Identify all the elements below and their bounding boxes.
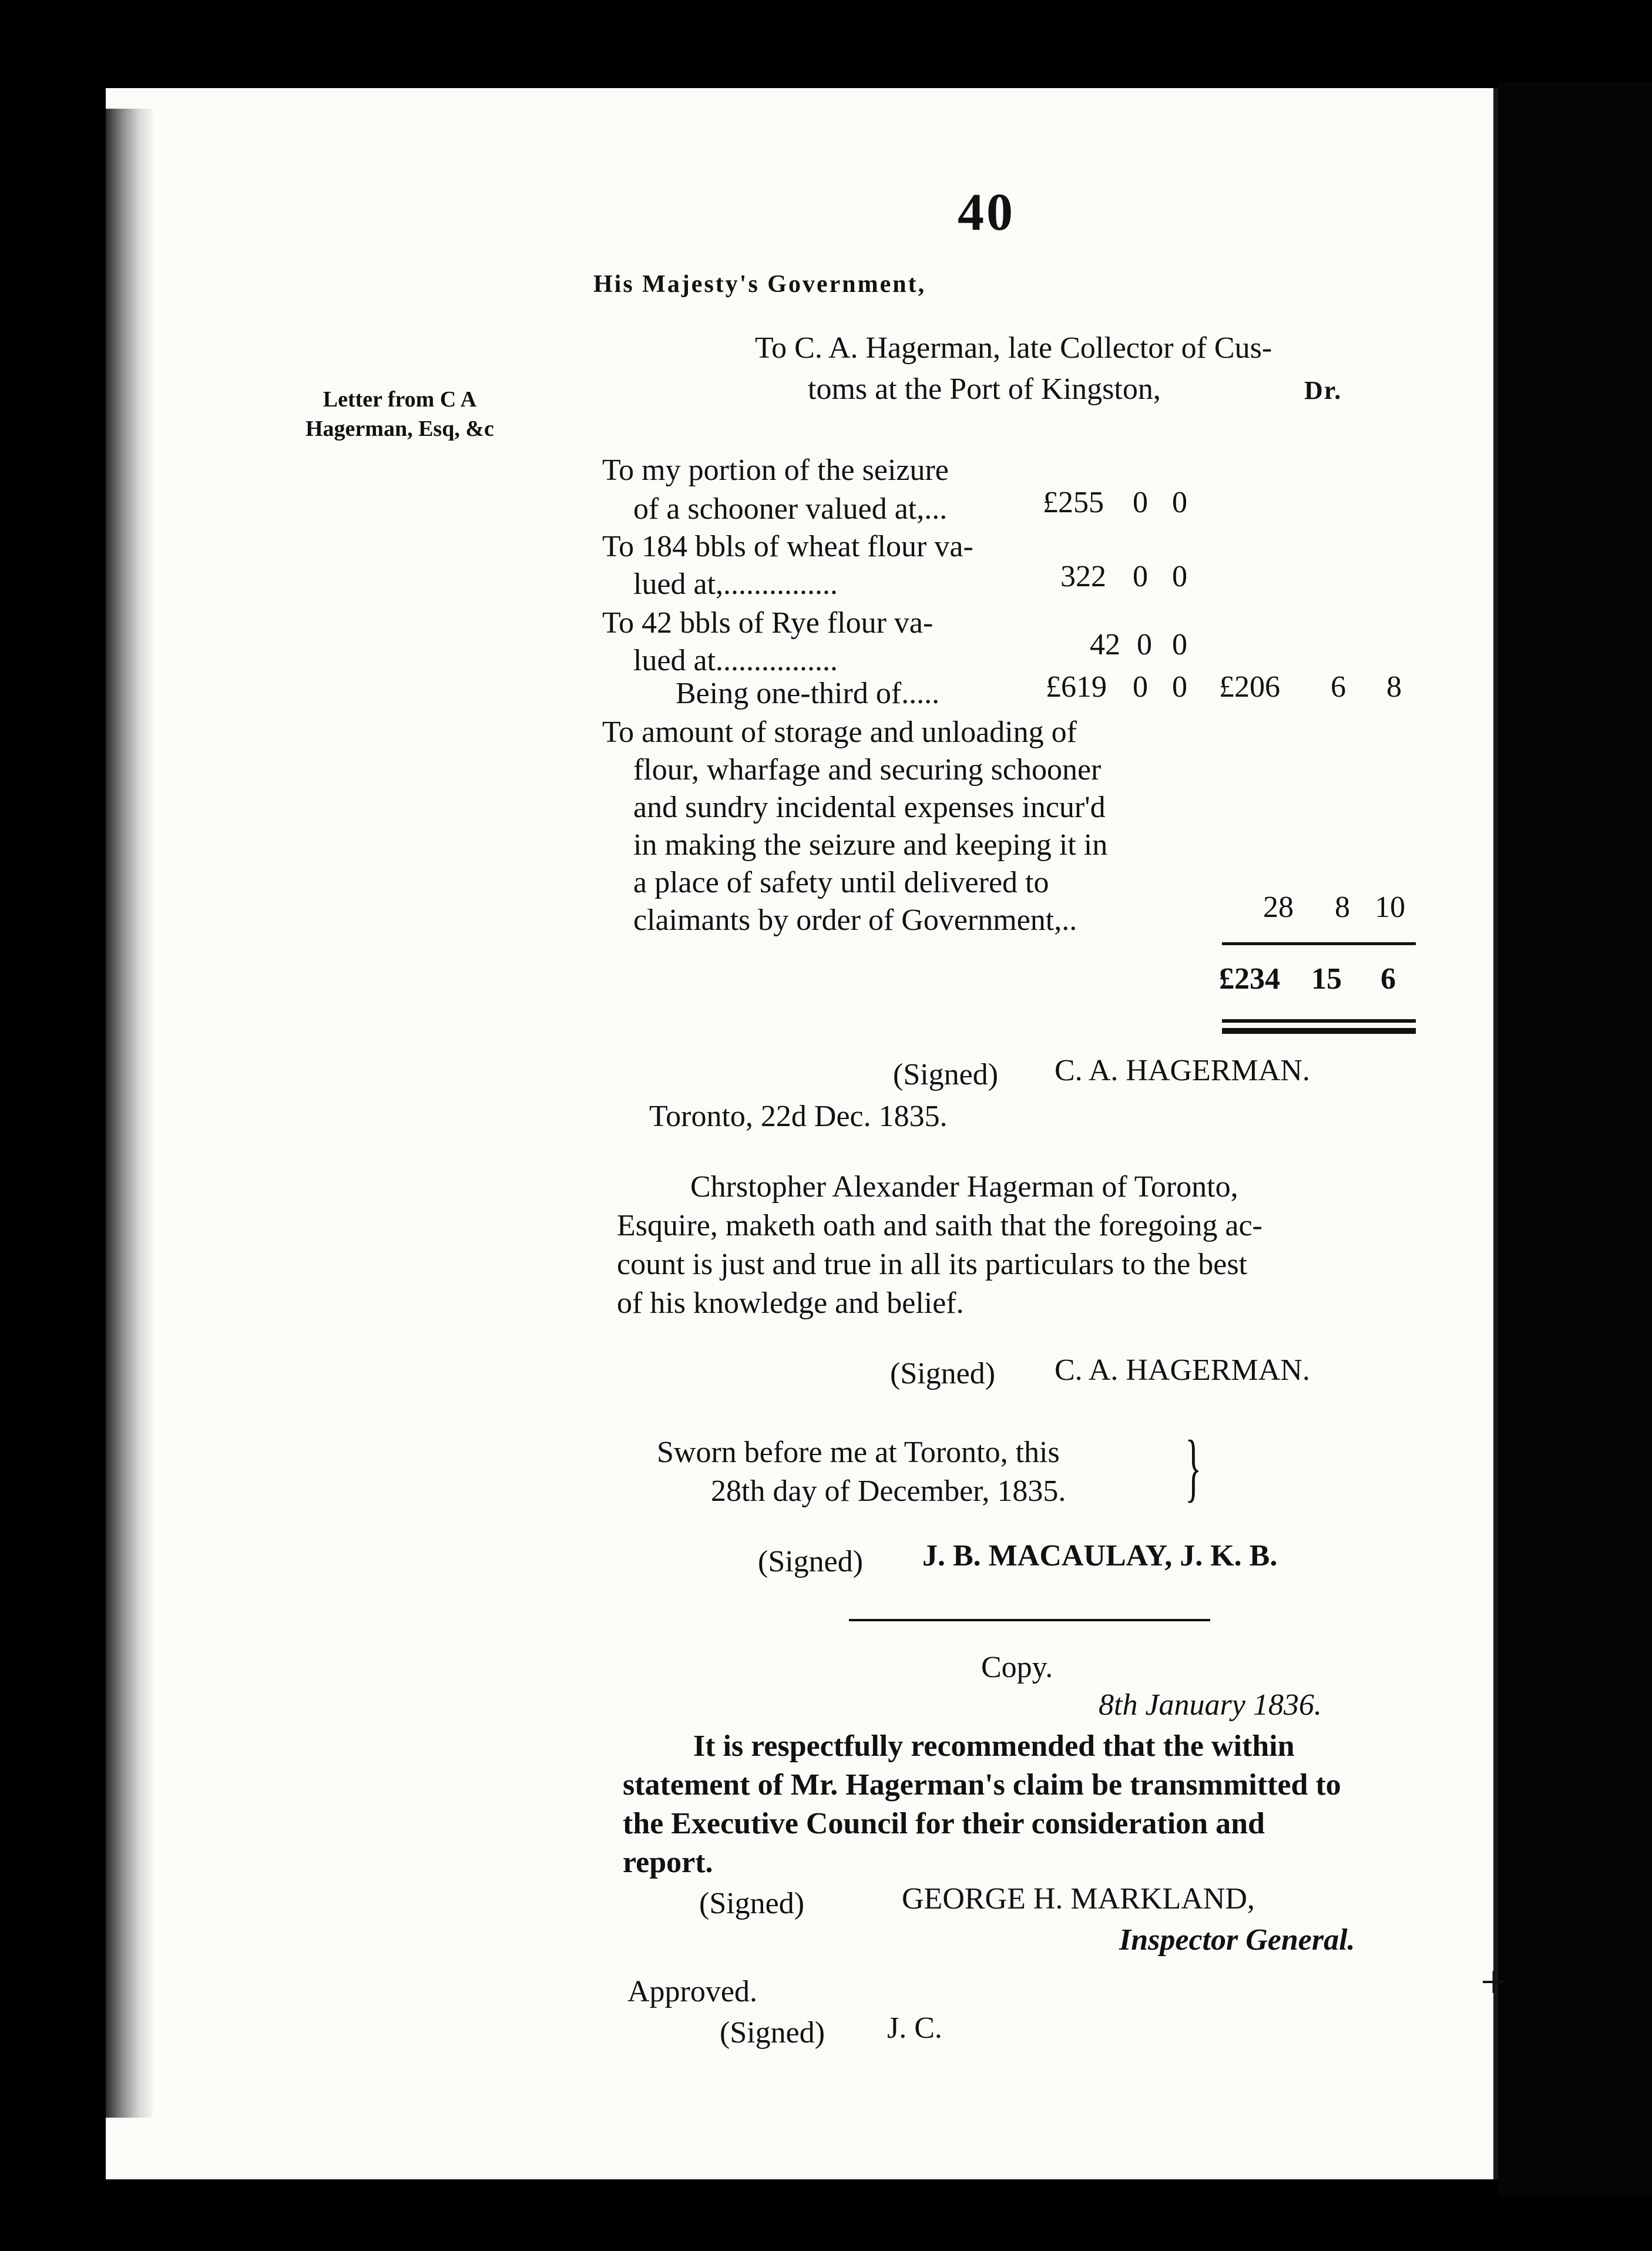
- creditor-line-2: toms at the Port of Kingston,: [808, 372, 1161, 406]
- debit-label: Dr.: [1304, 376, 1342, 405]
- total-rule-2: [1222, 1028, 1416, 1034]
- signature-1: C. A. HAGERMAN.: [1055, 1054, 1310, 1087]
- creditor-line-1: To C. A. Hagerman, late Collector of Cus-: [755, 331, 1272, 365]
- entry-3-line-1: To 42 bbls of Rye flour va-: [602, 606, 934, 640]
- signed-label-4: (Signed): [699, 1887, 805, 1920]
- share-shillings: 6: [1331, 670, 1346, 704]
- margin-note-line-1: Letter from C A: [323, 387, 477, 412]
- recommend-line-4: report.: [623, 1846, 713, 1879]
- total-seizure-pence: 0: [1172, 670, 1187, 704]
- entry-3-line-2: lued at................: [633, 644, 838, 677]
- entry-3-shillings: 0: [1137, 628, 1152, 661]
- total-rule-1: [1222, 1019, 1416, 1023]
- recommend-line-1: It is respectfully recommended that the within: [693, 1729, 1295, 1763]
- recommend-line-2: statement of Mr. Hagerman's claim be transmmitted to: [623, 1768, 1341, 1802]
- storage-line-5: a place of safety until delivered to: [633, 866, 1049, 899]
- share-pounds: £206: [1219, 670, 1280, 704]
- signed-label-3: (Signed): [758, 1545, 864, 1578]
- brace: }: [1185, 1425, 1202, 1510]
- place-date: Toronto, 22d Dec. 1835.: [649, 1100, 948, 1133]
- oath-line-4: of his knowledge and belief.: [617, 1286, 964, 1320]
- section-divider: [849, 1619, 1210, 1621]
- sworn-line-1: Sworn before me at Toronto, this: [657, 1436, 1060, 1469]
- sum-rule: [1222, 942, 1416, 945]
- entry-2-line-2: lued at,...............: [633, 567, 838, 601]
- storage-pounds: 28: [1263, 891, 1294, 924]
- storage-line-4: in making the seizure and keeping it in: [633, 828, 1108, 862]
- approved-label: Approved.: [627, 1975, 757, 2008]
- margin-tick-mark: +: [1480, 1957, 1507, 2008]
- entry-1-line-1: To my portion of the seizure: [602, 453, 949, 487]
- oath-line-2: Esquire, maketh oath and saith that the foregoing ac-: [617, 1209, 1262, 1242]
- entry-2-pence: 0: [1172, 560, 1187, 593]
- storage-line-2: flour, wharfage and securing schooner: [633, 753, 1102, 787]
- recommend-line-3: the Executive Council for their consideration and: [623, 1807, 1265, 1840]
- entry-3-pence: 0: [1172, 628, 1187, 661]
- scan-border: [1498, 82, 1652, 2197]
- signature-4: GEORGE H. MARKLAND,: [902, 1882, 1255, 1916]
- account-heading: His Majesty's Government,: [593, 271, 926, 298]
- signature-2: C. A. HAGERMAN.: [1055, 1353, 1310, 1387]
- signature-5: J. C.: [887, 2011, 942, 2045]
- storage-shillings: 8: [1335, 891, 1350, 924]
- storage-line-1: To amount of storage and unloading of: [602, 715, 1077, 749]
- signed-label-1: (Signed): [893, 1058, 999, 1091]
- binding-gutter: [106, 109, 153, 2118]
- entry-2-line-1: To 184 bbls of wheat flour va-: [602, 530, 973, 563]
- signature-4-title: Inspector General.: [1119, 1923, 1355, 1957]
- entry-2-shillings: 0: [1133, 560, 1148, 593]
- signed-label-2: (Signed): [890, 1357, 996, 1390]
- page-number: 40: [958, 183, 1015, 241]
- copy-label: Copy.: [981, 1651, 1053, 1684]
- grand-total-pence: 6: [1381, 962, 1396, 996]
- share-pence: 8: [1386, 670, 1402, 704]
- entry-1-shillings: 0: [1133, 486, 1148, 519]
- signature-3: J. B. MACAULAY, J. K. B.: [922, 1539, 1278, 1573]
- storage-line-6: claimants by order of Government,..: [633, 903, 1077, 937]
- entry-2-pounds: 322: [1060, 560, 1106, 593]
- grand-total-shillings: 15: [1311, 962, 1342, 996]
- sworn-line-2: 28th day of December, 1835.: [711, 1474, 1066, 1508]
- storage-line-3: and sundry incidental expenses incur'd: [633, 791, 1106, 824]
- one-third-line: Being one-third of.....: [676, 677, 940, 710]
- entry-1-pounds: £255: [1043, 486, 1104, 519]
- grand-total-pounds: £234: [1219, 962, 1280, 996]
- date-2: 8th January 1836.: [1099, 1688, 1322, 1722]
- signed-label-5: (Signed): [720, 2016, 825, 2050]
- oath-line-1: Chrstopher Alexander Hagerman of Toronto,: [690, 1170, 1238, 1204]
- total-seizure-shillings: 0: [1133, 670, 1148, 704]
- margin-note-line-2: Hagerman, Esq, &c: [305, 416, 494, 441]
- entry-1-line-2: of a schooner valued at,...: [633, 492, 948, 526]
- entry-1-pence: 0: [1172, 486, 1187, 519]
- margin-note: [305, 385, 494, 444]
- oath-line-3: count is just and true in all its particulars to the best: [617, 1248, 1248, 1281]
- entry-3-pounds: 42: [1090, 628, 1120, 661]
- storage-pence: 10: [1375, 891, 1405, 924]
- total-seizure: £619: [1046, 670, 1107, 704]
